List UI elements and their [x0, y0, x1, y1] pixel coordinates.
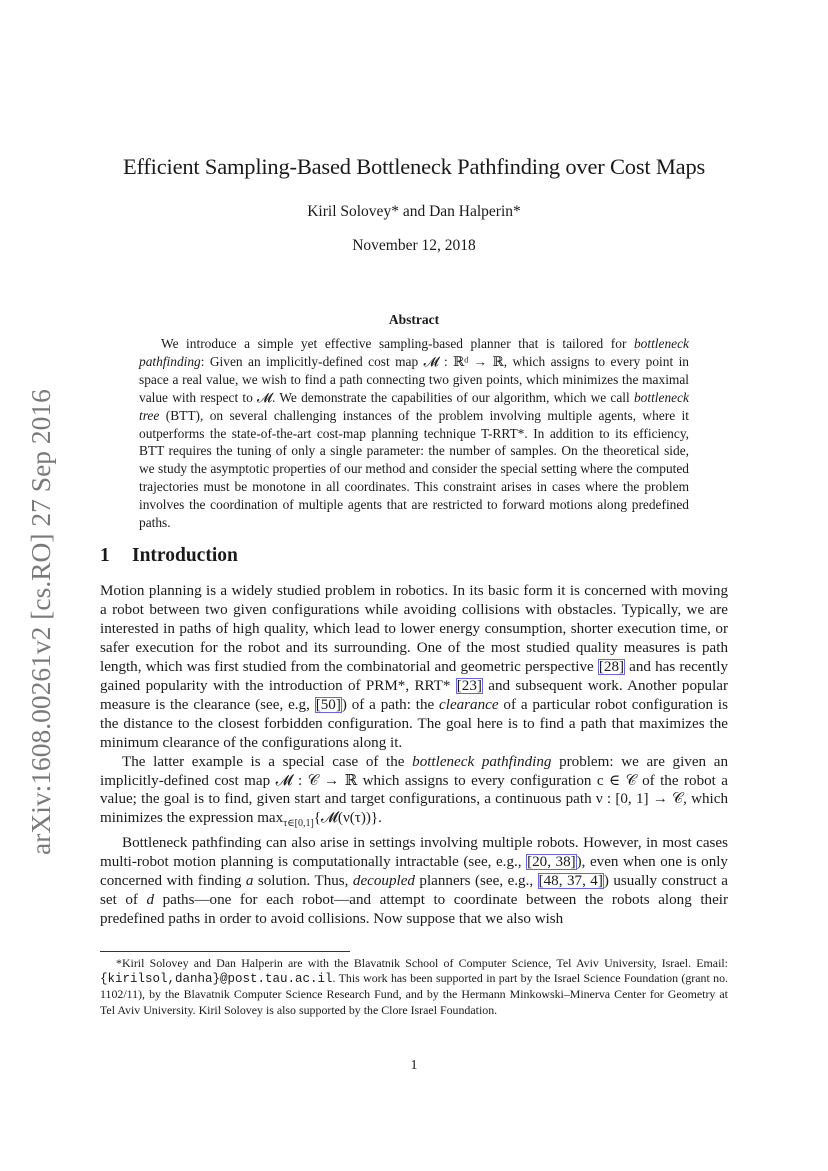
intro-paragraph-1: Motion planning is a widely studied problem in robotics. In its basic form it is concerned with moving a robot between two given configurations while avoiding collisions with obstacles. Typically, we are interested in paths of high quality, which lead to lower energy consumption, shorter execution time, or safer execution for the robot and its surrounding. One of the most studied quality measures is path length, which was first studied from the combinatorial and geometric perspective [28] and has recently gained popularity with the introduction of PRM*, RRT* [23] and subsequent work. Another popular measure is the clearance (see, e.g, [50]) of a path: the clearance of a particular robot configuration is the distance to the closest forbidden configuration. The goal here is to find a path that maximizes the minimum clearance of the configurations along it. [100, 583, 728, 751]
section-heading [100, 545, 238, 567]
paper-authors: Kiril Solovey* and Dan Halperin* [307, 203, 521, 220]
abstract-heading: Abstract [388, 312, 440, 327]
section-number: 1 [100, 545, 110, 566]
abstract-body: We introduce a simple yet effective sampling-based planner that is tailored for bottleneck pathfinding: Given an implicitly-defined cost map 𝓜 : ℝᵈ → ℝ, which assigns to every point in space a real value, we wish to find a path connecting two given points, which minimizes the maximal value with respect to 𝓜. We demonstrate the capabilities of our algorithm, which we call bottleneck tree (BTT), on several challenging instances of the problem involving multiple agents, where it outperforms the state-of-the-art cost-map planning technique T-RRT*. In addition to its efficiency, BTT requires the tuning of only a single parameter: the number of samples. On the theoretical side, we study the asymptotic properties of our method and consider the special setting where the computed trajectories must be monotone in all coordinates. This constraint arises in cases where the problem involves the coordination of multiple agents that are restricted to forward motions along predefined paths. [139, 336, 689, 531]
arxiv-identifier-text: arXiv:1608.00261v2 [cs.RO] 27 Sep 2016 [25, 389, 56, 855]
email-address: {kirilsol,danha}@post.tau.ac.il [100, 972, 333, 987]
intro-paragraph-2: The latter example is a special case of the bottleneck pathfinding problem: we are given an implicitly-defined cost map 𝓜 : 𝒞 → ℝ which assigns to every configuration c ∈ 𝒞 of the robot a value; the goal is to find, given start and target configurations, a continuous path ν : [0, 1] → 𝒞, which minimizes the expression $\max_{\tau\in[0,1]}\{𝓜(\nu(\tau))\}$. [100, 753, 728, 830]
paper-date: November 12, 2018 [352, 237, 476, 254]
citation-link[interactable]: [23] [456, 677, 482, 694]
citation-link[interactable]: [28] [598, 658, 625, 675]
citation-link[interactable]: [50] [315, 696, 341, 713]
introduction-body [100, 582, 728, 929]
footnote-divider [100, 951, 350, 952]
citation-link[interactable]: [20, 38] [527, 854, 576, 871]
page-number: 1 [410, 1058, 418, 1073]
paper-title: Efficient Sampling-Based Bottleneck Pathfinding over Cost Maps [122, 154, 706, 179]
arxiv-identifier-stamp [12, 360, 64, 860]
footnote: *Kiril Solovey and Dan Halperin are with the Blavatnik School of Computer Science, Tel Aviv University, Israel. Email: {kirilsol,danha}@post.tau.ac.il. This work has been supported in part by the Israel Science Foundation (grant no. 1102/11), by the Blavatnik Computer Science Research Fund, and by the Hermann Minkowski–Minerva Center for Geometry at Tel Aviv University. Kiril Solovey is also supported by the Clore Israel Foundation. [100, 956, 728, 1017]
citation-link[interactable]: [48, 37, 4] [538, 873, 603, 890]
intro-paragraph-3: Bottleneck pathfinding can also arise in settings involving multiple robots. However, in most cases multi-robot motion planning is computationally intractable (see, e.g., [20, 38]), even when one is only concerned with finding a solution. Thus, decoupled planners (see, e.g., [48, 37, 4]) usually construct a set of d paths—one for each robot—and attempt to coordinate between the robots along their predefined paths in order to avoid collisions. Now suppose that we also wish [100, 835, 728, 928]
section-title: Introduction [132, 545, 238, 566]
